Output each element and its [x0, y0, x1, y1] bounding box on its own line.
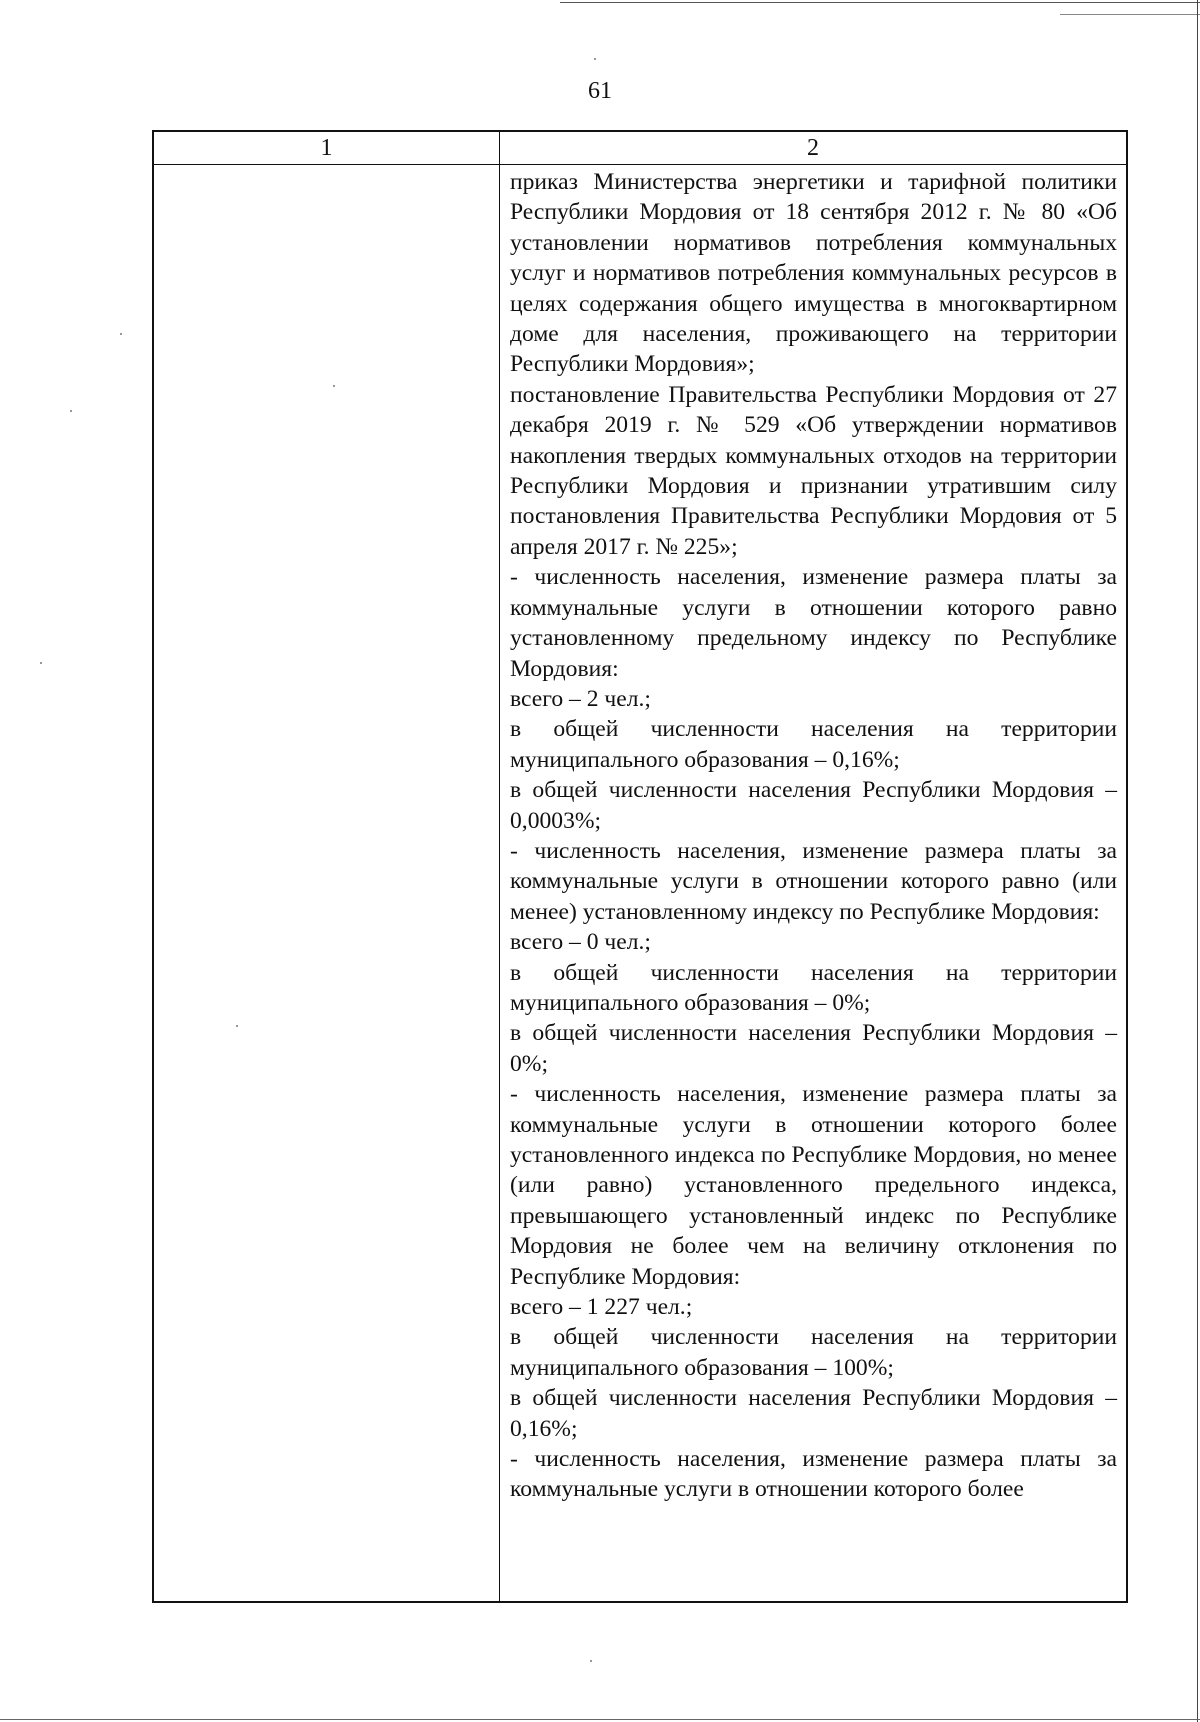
- scan-edge-top: [560, 2, 1200, 3]
- table-cell-column-2: [510, 167, 1117, 1505]
- paragraph-total-above-index: всего – 1 227 чел.;: [510, 1294, 693, 1321]
- scan-edge-bottom: [0, 1719, 1200, 1720]
- paragraph-municipal-share-below-index: в общей численности населения на территории муниципального образования – 0%;: [510, 959, 1117, 1016]
- paragraph-republic-share-below-index: в общей численности населения Республики Мордовия – 0%;: [510, 1020, 1117, 1077]
- scan-speck: [590, 1660, 592, 1662]
- scan-speck: [40, 662, 42, 664]
- table-header-row: [154, 132, 1126, 165]
- paragraph-resolution-reference: постановление Правительства Республики Мордовия от 27 декабря 2019 г. № 529 «Об утверждении нормативов накопления твердых коммунальных отходов на территории Республики Мордовия и признании утратившим силу постановления Правительства Республики Мордовия от 5 апреля 2017 г. № 225»;: [510, 381, 1117, 560]
- scan-edge-top-short: [1060, 14, 1200, 15]
- paragraph-population-above-limit: - численность населения, изменение размера платы за коммунальные услуги в отношении которого более: [510, 1446, 1117, 1503]
- scan-speck: [120, 333, 122, 335]
- paragraph-republic-share-above-index: в общей численности населения Республики Мордовия – 0,16%;: [510, 1385, 1117, 1442]
- paragraph-order-reference: приказ Министерства энергетики и тарифной политики Республики Мордовия от 18 сентября 2012 г. № 80 «Об установлении нормативов потребления коммунальных услуг и нормативов потребления коммунальных ресурсов в целях содержания общего имущества в многоквартирном доме для населения, проживающего на территории Республики Мордовия»;: [510, 169, 1117, 378]
- paragraph-population-below-index: - численность населения, изменение размера платы за коммунальные услуги в отношении которого равно (или менее) установленному индексу по Республике Мордовия:: [510, 837, 1117, 925]
- paragraph-total-below-index: всего – 0 чел.;: [510, 929, 651, 956]
- scan-speck: [70, 410, 72, 412]
- paragraph-republic-share-equal-limit: в общей численности населения Республики Мордовия – 0,0003%;: [510, 777, 1117, 834]
- paragraph-population-above-index: - численность населения, изменение размера платы за коммунальные услуги в отношении которого более установленного индекса по Республике Мордовия, но менее (или равно) установленного предельного индекса, превышающего установленный индекс по Республике Мордовия не более чем на величину отклонения по Республике Мордовия:: [510, 1081, 1117, 1290]
- scan-speck: [594, 58, 596, 60]
- paragraph-total-equal-limit: всего – 2 чел.;: [510, 685, 651, 712]
- document-table: [152, 130, 1128, 1603]
- paragraph-municipal-share-above-index: в общей численности населения на территории муниципального образования – 100%;: [510, 1324, 1117, 1381]
- page-number: 61: [588, 78, 612, 104]
- column-header-2: 2: [807, 135, 819, 161]
- column-header-1: 1: [320, 135, 333, 161]
- scan-edge-right: [1197, 0, 1198, 1722]
- paragraph-population-equal-limit: - численность населения, изменение размера платы за коммунальные услуги в отношении которого равно установленному предельному индексу по Республике Мордовия:: [510, 564, 1117, 682]
- column-divider: [499, 132, 500, 1601]
- paragraph-municipal-share-equal-limit: в общей численности населения на территории муниципального образования – 0,16%;: [510, 716, 1117, 773]
